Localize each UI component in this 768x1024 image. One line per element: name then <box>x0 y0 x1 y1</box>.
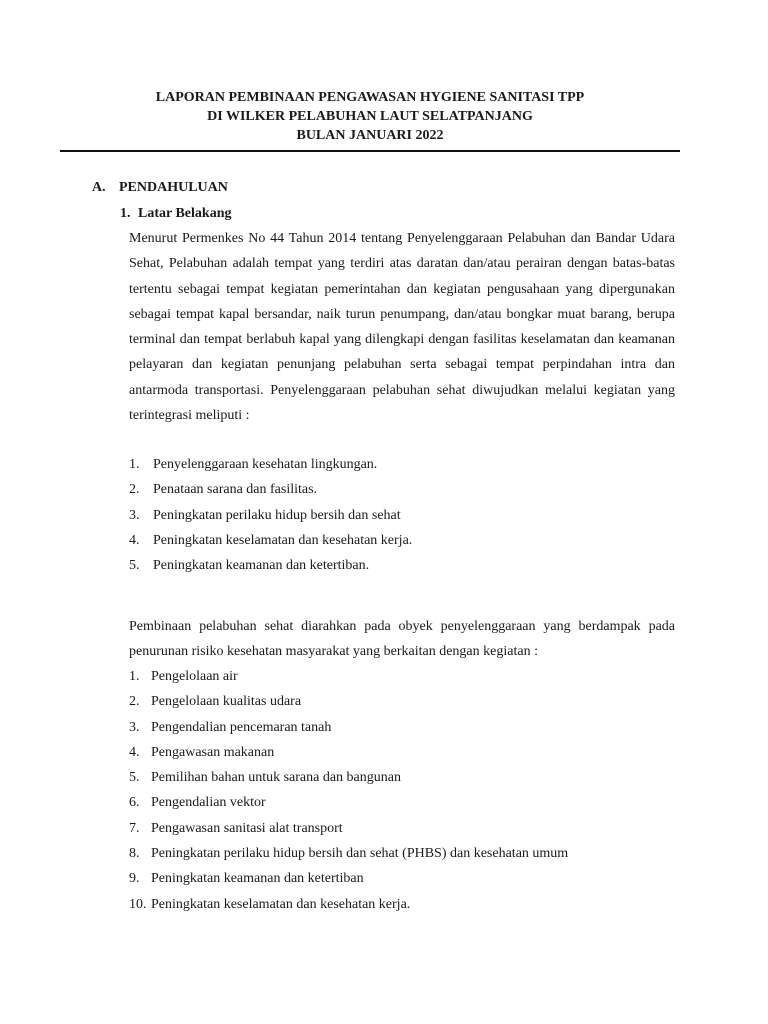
list-item <box>129 689 568 714</box>
background-paragraph: Menurut Permenkes No 44 Tahun 2014 tentang Penyelenggaraan Pelabuhan dan Bandar Udara Sehat, Pelabuhan adalah tempat yang terdiri atas daratan dan/atau perairan dengan batas-batas tertentu sebagai tempat kegiatan pemerintahan dan kegiatan pengusahaan yang dipergunakan sebagai tempat kapal bersandar, naik turun penumpang, dan/atau bongkar muat barang, berupa terminal dan tempat berlabuh kapal yang dilengkapi dengan fasilitas keselamatan dan keamanan pelayaran dan kegiatan penunjang pelabuhan serta sebagai tempat perpindahan intra dan antarmoda transportasi. Penyelenggaraan pelabuhan sehat diwujudkan melalui kegiatan yang terintegrasi meliputi : <box>129 231 675 424</box>
list-item-text: Pengelolaan air <box>151 669 238 684</box>
list-item <box>129 452 412 477</box>
list-item-text: Peningkatan perilaku hidup bersih dan sehat (PHBS) dan kesehatan umum <box>151 846 569 862</box>
list-item-text: Pengelolaan kualitas udara <box>151 694 302 710</box>
section-title: PENDAHULUAN <box>119 180 228 195</box>
list-item-number: 4. <box>129 532 140 548</box>
list-item <box>129 816 568 841</box>
list-item-text: Peningkatan keamanan dan ketertiban. <box>153 558 370 574</box>
subsection-number: 1. <box>120 206 131 221</box>
list-item-number: 3. <box>129 719 140 735</box>
list-item <box>129 477 412 502</box>
list-item-number: 3. <box>129 507 140 523</box>
list-item-number: 2. <box>129 482 140 498</box>
list-item-text: Pengawasan makanan <box>151 744 275 760</box>
list-item <box>129 664 568 689</box>
list-item-text: Penyelenggaraan kesehatan lingkungan. <box>153 457 378 472</box>
title-divider <box>60 150 680 152</box>
list-item-text: Peningkatan keamanan dan ketertiban <box>151 871 364 887</box>
list-item-number: 7. <box>129 820 140 836</box>
list-item <box>129 740 568 765</box>
list-item <box>129 503 412 528</box>
list-item-number: 2. <box>129 694 140 710</box>
guidance-objects-list <box>129 664 568 917</box>
list-item-text: Penataan sarana dan fasilitas. <box>153 482 318 498</box>
list-item-text: Peningkatan perilaku hidup bersih dan sehat <box>153 507 401 523</box>
subsection-title: Latar Belakang <box>138 206 232 221</box>
list-item-number: 6. <box>129 795 140 811</box>
list-item <box>129 841 568 866</box>
list-item <box>129 528 412 553</box>
list-item-number: 10. <box>129 896 147 912</box>
list-item-text: Pengendalian pencemaran tanah <box>151 719 332 735</box>
list-item-text: Pemilihan bahan untuk sarana dan bangunan <box>151 770 401 786</box>
list-item <box>129 866 568 891</box>
integrated-activities-list <box>129 452 412 578</box>
list-item-text: Pengendalian vektor <box>151 795 266 811</box>
section-heading <box>92 178 228 197</box>
list-item-text: Peningkatan keselamatan dan kesehatan kerja. <box>151 896 411 912</box>
list-item-text: Peningkatan keselamatan dan kesehatan kerja. <box>153 532 413 548</box>
list-item <box>129 892 568 917</box>
list-item-number: 8. <box>129 846 140 862</box>
report-title-line-2: DI WILKER PELABUHAN LAUT SELATPANJANG <box>207 109 533 124</box>
list-item-number: 4. <box>129 744 140 760</box>
list-item-number: 5. <box>129 770 140 786</box>
list-item-text: Pengawasan sanitasi alat transport <box>151 820 343 836</box>
list-item <box>129 790 568 815</box>
list-item <box>129 553 412 578</box>
list-item-number: 9. <box>129 871 140 887</box>
subsection-heading <box>120 204 231 223</box>
guidance-paragraph: Pembinaan pelabuhan sehat diarahkan pada obyek penyelenggaraan yang berdampak pada penurunan risiko kesehatan masyarakat yang berkaitan dengan kegiatan : <box>129 619 675 660</box>
list-item <box>129 715 568 740</box>
list-item-number: 1. <box>129 669 140 684</box>
list-item-number: 5. <box>129 558 140 574</box>
report-title-line-1: LAPORAN PEMBINAAN PENGAWASAN HYGIENE SANITASI TPP <box>155 90 585 105</box>
list-item <box>129 765 568 790</box>
section-letter: A. <box>92 180 106 195</box>
list-item-number: 1. <box>129 457 140 472</box>
report-title-line-3: BULAN JANUARI 2022 <box>296 128 444 143</box>
